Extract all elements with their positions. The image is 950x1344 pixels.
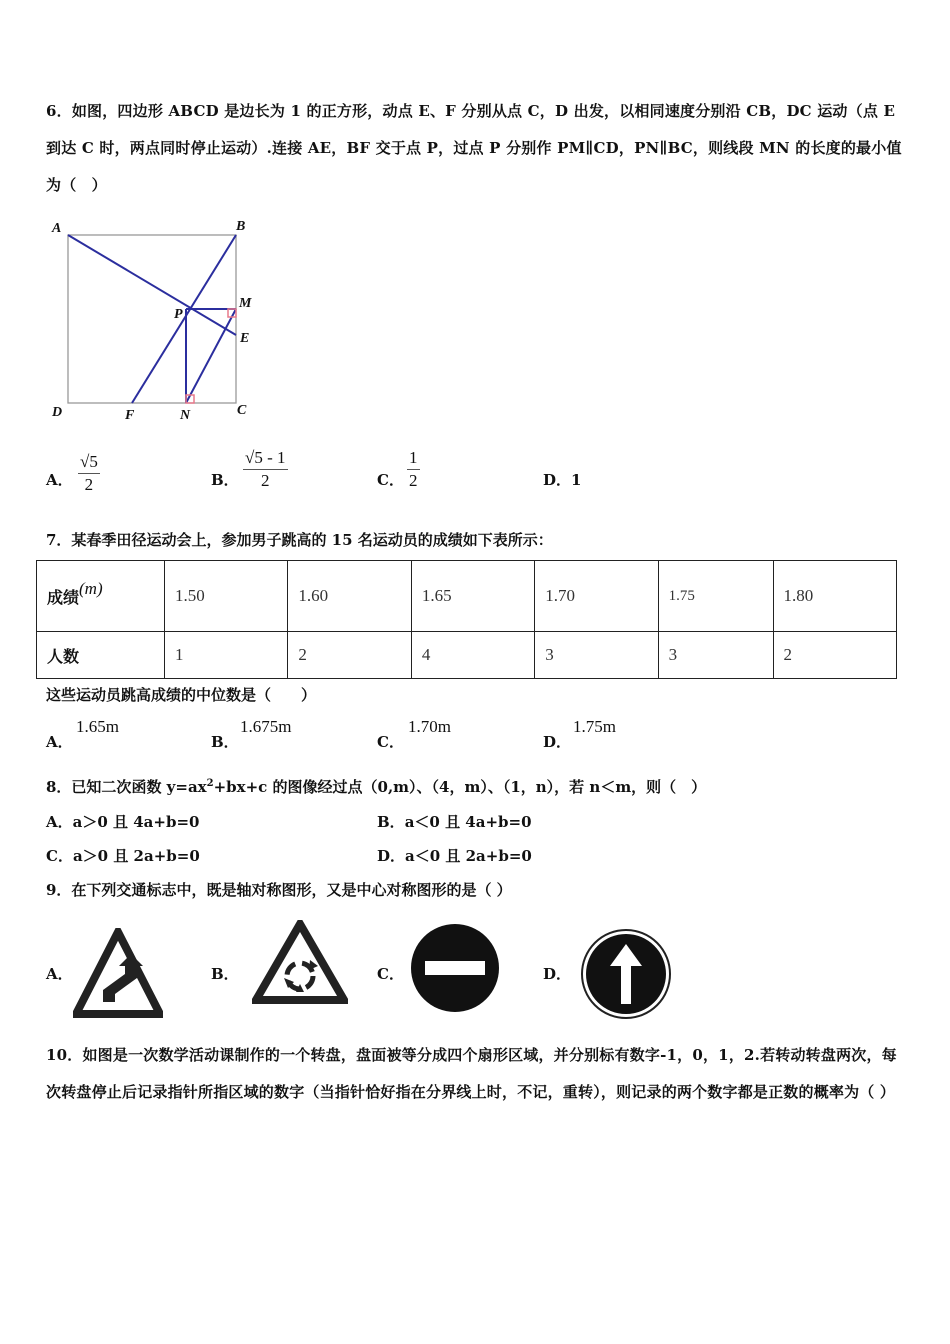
- segment-bf: [132, 235, 236, 403]
- table-cell: 1: [165, 632, 288, 679]
- q8-option-d: D．a＜0 且 2a+b=0: [377, 847, 532, 865]
- figure-lines: [68, 235, 236, 403]
- label-n: N: [180, 408, 191, 423]
- q6-option-d-value: 1: [571, 471, 582, 489]
- q6-option-c-denominator: 2: [409, 471, 418, 490]
- question-7-text: 7．某春季田径运动会上，参加男子跳高的 15 名运动员的成绩如下表所示：: [46, 531, 553, 549]
- table-cell: 1.50: [165, 561, 288, 632]
- double-bend-warning-icon: [73, 928, 163, 1018]
- table-cell: 1.70: [535, 561, 658, 632]
- table-row: [37, 632, 897, 679]
- q7-option-b-value: 1.675m: [240, 717, 292, 736]
- table-cell: 1.65: [411, 561, 534, 632]
- question-9-text: 9．在下列交通标志中，既是轴对称图形，又是中心对称图形的是（ ）: [46, 881, 512, 899]
- table-cell: 3: [535, 632, 658, 679]
- no-entry-icon: [409, 922, 501, 1014]
- q9-option-a-label: A．: [46, 965, 73, 983]
- q7-option-c-value: 1.70m: [408, 717, 451, 736]
- label-a: A: [52, 221, 62, 236]
- q6-option-a-fraction: [78, 452, 100, 495]
- q6-option-c-numerator: 1: [409, 448, 418, 467]
- label-m: M: [239, 296, 252, 311]
- question-6-text: 6．如图，四边形 ABCD 是边长为 1 的正方形，动点 E、F 分别从点 C，D 出发，以相同速度分别沿 CB，DC 运动（点 E 到达 C 时，两点同时停止运动）.连接 AE，BF 交于点 P，过点 P 分别作 PM∥CD，PN∥BC，则线段 MN 的长度的最小值为（ ）: [46, 102, 902, 194]
- q8-option-b: B．a＜0 且 4a+b=0: [377, 813, 532, 831]
- label-b: B: [236, 219, 246, 234]
- superscript-2: 2: [206, 778, 214, 789]
- label-f: F: [125, 408, 135, 423]
- table-cell: 3: [658, 632, 773, 679]
- high-jump-results-table: [36, 560, 897, 679]
- q7-option-d-value: 1.75m: [573, 717, 616, 736]
- q6-option-c-fraction: [407, 448, 420, 491]
- q7-option-b-label: B．: [211, 733, 239, 751]
- q6-option-a-denominator: 2: [84, 475, 94, 494]
- q9-option-b-label: B．: [211, 965, 239, 983]
- table-row: [37, 561, 897, 632]
- q6-option-d: [543, 469, 581, 490]
- label-c: C: [237, 403, 247, 418]
- roundabout-warning-icon: [252, 920, 348, 1006]
- q6-option-b-label: B．: [211, 471, 239, 489]
- q6-option-b-numerator: √5 - 1: [245, 448, 286, 467]
- table-cell: 2: [288, 632, 411, 679]
- question-7-prompt: 这些运动员跳高成绩的中位数是（ ）: [46, 686, 317, 704]
- q7-option-a-label: A．: [46, 733, 73, 751]
- segment-ae: [68, 235, 236, 335]
- question-10-text: 10．如图是一次数学活动课制作的一个转盘，盘面被等分成四个扇形区域，并分别标有数字-1，0，1，2.若转动转盘两次，每次转盘停止后记录指针所指区域的数字（当指针恰好指在分界线上时，不记，重转），则记录的两个数字都是正数的概率为（ ）: [46, 1046, 897, 1101]
- table-header-score: 成绩(m): [37, 561, 165, 632]
- label-d: D: [52, 405, 63, 420]
- q6-option-c-label: C．: [377, 471, 404, 489]
- table-header-count: 人数: [37, 632, 165, 679]
- question-8-text: 8．已知二次函数 $y=ax^2+bx+c$ 的图像经过点（0,m）、（4，m）、（1，n），若 n＜m，则（ ）: [46, 778, 707, 796]
- q7-option-c-label: C．: [377, 733, 404, 751]
- segment-mn: [186, 309, 236, 403]
- q6-option-a-numerator: √5: [80, 452, 98, 471]
- q8-option-c: C．a＞0 且 2a+b=0: [46, 847, 200, 865]
- square-abcd-figure: [40, 215, 270, 425]
- ahead-only-icon: [580, 928, 672, 1020]
- q6-option-d-label: D．: [543, 471, 572, 489]
- table-cell: 4: [411, 632, 534, 679]
- label-p: P: [174, 307, 183, 322]
- q6-option-b-denominator: 2: [261, 471, 270, 490]
- table-cell: 1.75: [658, 561, 773, 632]
- q8-option-a: A．a＞0 且 4a+b=0: [46, 813, 200, 831]
- table-cell: 2: [773, 632, 896, 679]
- q6-option-a-label: A．: [46, 471, 73, 489]
- label-e: E: [240, 331, 250, 346]
- q9-option-d-label: D．: [543, 965, 572, 983]
- q9-option-c-label: C．: [377, 965, 404, 983]
- q7-option-a-value: 1.65m: [76, 717, 119, 736]
- unit-m: (m): [79, 578, 103, 598]
- table-cell: 1.60: [288, 561, 411, 632]
- q6-option-b-fraction: [243, 448, 288, 491]
- q7-option-d-label: D．: [543, 733, 572, 751]
- table-cell: 1.80: [773, 561, 896, 632]
